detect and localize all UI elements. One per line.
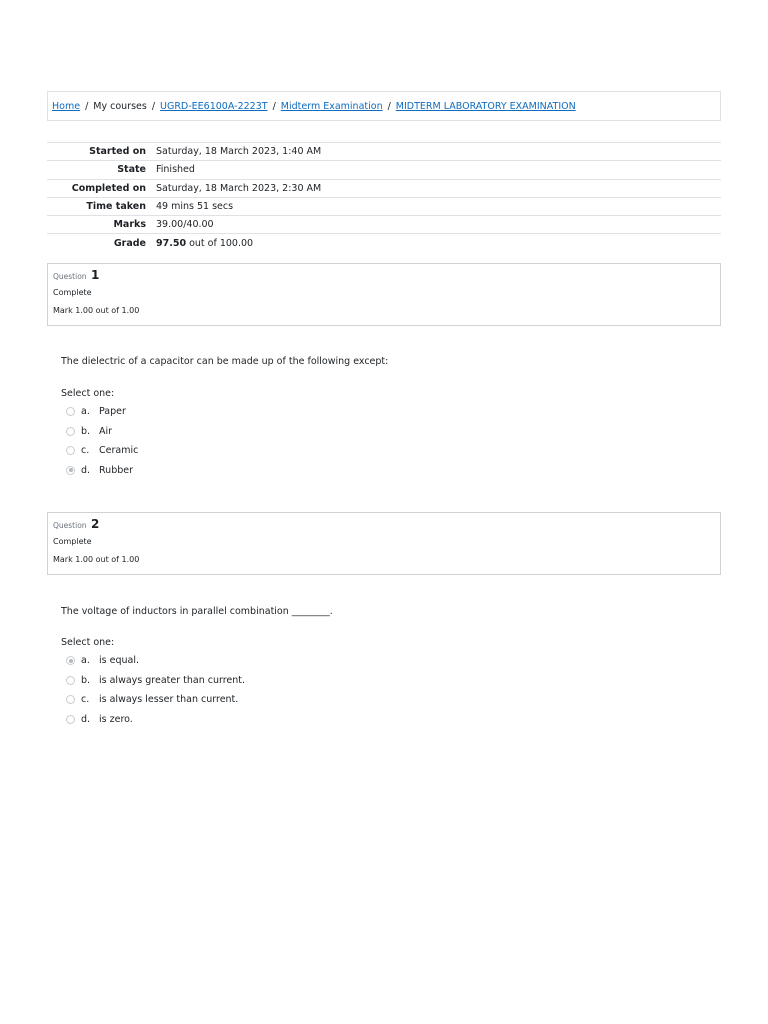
breadcrumb-home-link[interactable]: Home [52, 100, 81, 112]
breadcrumb-separator: / [387, 100, 391, 112]
radio-button[interactable] [66, 676, 75, 685]
summary-label: Marks [47, 216, 156, 234]
answer-option[interactable] [66, 441, 138, 461]
option-letter: a. [81, 406, 90, 418]
question-number: Question 2 [53, 517, 100, 531]
summary-value: Saturday, 18 March 2023, 1:40 AM [156, 143, 721, 161]
option-letter: d. [81, 464, 91, 476]
grade-out-of: out of 100.00 [186, 237, 254, 249]
answer-option[interactable] [66, 690, 245, 710]
answer-option[interactable] [66, 402, 138, 422]
summary-row-state [47, 161, 721, 179]
answer-option[interactable] [66, 422, 138, 442]
question-text: The voltage of inductors in parallel combination ________. [61, 606, 333, 617]
option-text: is always greater than current. [99, 674, 246, 686]
grade-score: 97.50 [156, 237, 187, 249]
question-mark: Mark 1.00 out of 1.00 [53, 306, 140, 315]
option-text: is zero. [99, 713, 133, 725]
radio-button[interactable] [66, 407, 75, 416]
summary-row-marks [47, 216, 721, 234]
breadcrumb-section-link[interactable]: Midterm Examination [280, 100, 383, 112]
question-info-box [47, 263, 721, 326]
option-text: is equal. [99, 655, 139, 667]
select-one-prompt: Select one: [61, 388, 115, 399]
option-letter: b. [81, 425, 91, 437]
summary-row-completed [47, 179, 721, 197]
answer-option[interactable] [66, 461, 138, 481]
select-one-prompt: Select one: [61, 637, 115, 648]
question-number: Question 1 [53, 268, 100, 282]
summary-row-grade [47, 234, 721, 252]
summary-value: 39.00/40.00 [156, 216, 721, 234]
summary-label: Started on [47, 143, 156, 161]
question-text: The dielectric of a capacitor can be made up of the following except: [61, 356, 389, 367]
summary-label: Time taken [47, 197, 156, 215]
question-info-box [47, 512, 721, 575]
breadcrumb-separator: / [151, 100, 156, 112]
breadcrumb-course-link[interactable]: UGRD-EE6100A-2223T [160, 100, 268, 112]
summary-value: Saturday, 18 March 2023, 2:30 AM [156, 179, 721, 197]
summary-row-started [47, 143, 721, 161]
question-state: Complete [53, 288, 92, 297]
summary-label: Completed on [47, 179, 156, 197]
radio-button[interactable] [66, 427, 75, 436]
radio-button[interactable] [66, 715, 75, 724]
option-text: Ceramic [99, 445, 139, 457]
attempt-summary-table [47, 142, 721, 252]
summary-value: Finished [156, 161, 721, 179]
summary-row-time-taken [47, 197, 721, 215]
breadcrumb-separator: / [272, 100, 276, 112]
radio-button[interactable] [66, 695, 75, 704]
option-text: Air [99, 425, 113, 437]
option-text: Rubber [99, 464, 134, 476]
breadcrumb [47, 91, 721, 121]
option-letter: c. [81, 445, 90, 457]
question-state: Complete [53, 537, 92, 546]
breadcrumb-my-courses: My courses [93, 100, 147, 112]
radio-button[interactable] [66, 446, 75, 455]
summary-label: Grade [47, 234, 156, 252]
option-letter: c. [81, 694, 90, 706]
question-mark: Mark 1.00 out of 1.00 [53, 555, 140, 564]
breadcrumb-quiz-link[interactable]: MIDTERM LABORATORY EXAMINATION [395, 100, 576, 112]
breadcrumb-separator: / [85, 100, 89, 112]
radio-button-selected[interactable] [66, 466, 75, 475]
summary-label: State [47, 161, 156, 179]
option-text: Paper [99, 406, 126, 418]
option-letter: b. [81, 674, 91, 686]
radio-button-selected[interactable] [66, 656, 75, 665]
answer-options [66, 402, 138, 480]
summary-value: 49 mins 51 secs [156, 197, 721, 215]
answer-option[interactable] [66, 651, 245, 671]
answer-options [66, 651, 245, 729]
option-letter: d. [81, 713, 91, 725]
option-letter: a. [81, 655, 90, 667]
answer-option[interactable] [66, 671, 245, 691]
summary-value [156, 234, 721, 252]
option-text: is always lesser than current. [99, 694, 239, 706]
answer-option[interactable] [66, 710, 245, 730]
